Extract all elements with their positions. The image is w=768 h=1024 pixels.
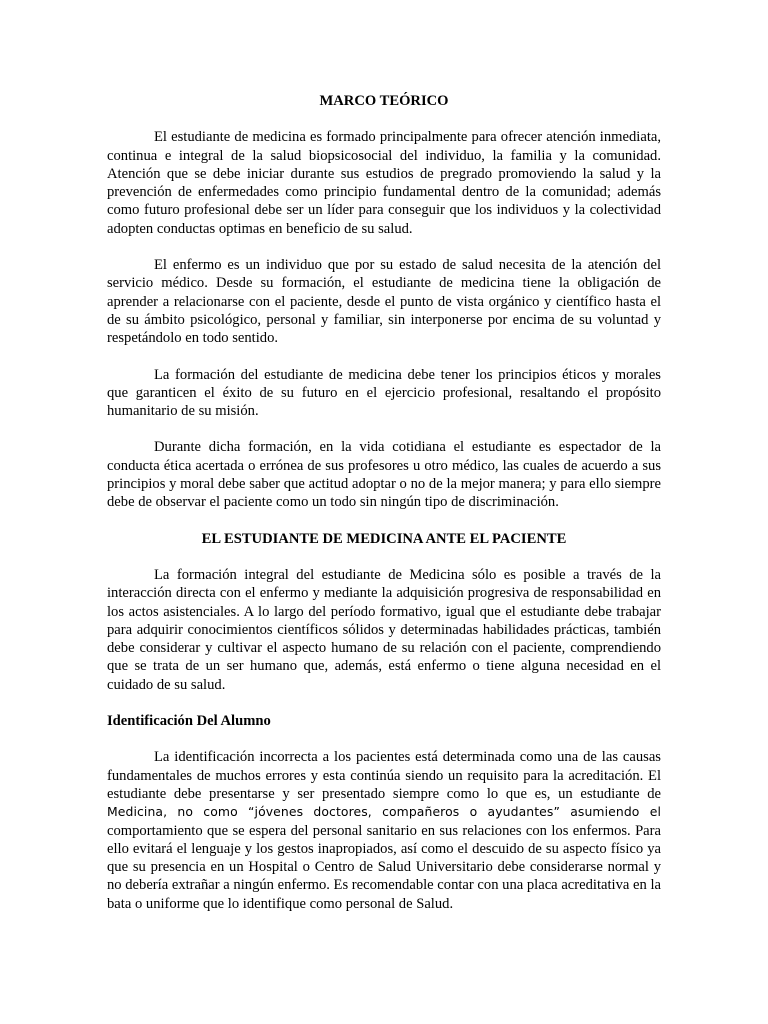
paragraph-final-styled-span: Medicina, no como “jóvenes doctores, compañeros o ayudantes” asumiendo el: [107, 804, 661, 820]
paragraph-final-part3: comportamiento que se espera del personal sanitario en sus relaciones con los enfermos. Para ello evitará el lenguaje y los gestos inapropiados, así como el descuido de su aspecto físico ya que su presencia en un Hospital o Centro de Salud Universitario debe considerarse normal y no debería extrañar a ningún enfermo. Es recomendable contar con una placa acreditativa en la bata o uniforme que lo identifique como personal de Salud.: [107, 822, 661, 912]
paragraph-intro-3: La formación del estudiante de medicina debe tener los principios éticos y morales que garanticen el éxito de su futuro en el ejercicio profesional, resaltando el propósito humanitario de su misión.: [107, 366, 661, 420]
paragraph-intro-4: Durante dicha formación, en la vida cotidiana el estudiante es espectador de la conducta ética acertada o errónea de sus profesores u otro médico, las cuales de acuerdo a sus principios y moral debe saber que actitud adoptar o no de la mejor manera; y para ello siempre debe de observar el paciente como un todo sin ningún tipo de discriminación.: [107, 439, 661, 511]
section-heading: EL ESTUDIANTE DE MEDICINA ANTE EL PACIENTE: [201, 530, 567, 547]
document-page: [107, 92, 661, 931]
subheading: Identificación Del Alumno: [107, 713, 271, 730]
paragraph-section: La formación integral del estudiante de Medicina sólo es posible a través de la interacción directa con el enfermo y mediante la adquisición progresiva de responsabilidad en los actos asistenciales. A lo largo del período formativo, igual que el estudiante debe trabajar para adquirir conocimientos científicos sólidos y determinadas habilidades prácticas, también debe considerar y cultivar el aspecto humano de su relación con el paciente, comprendiendo que se trata de un ser humano que, además, está enfermo o tiene alguna necesidad en el cuidado de su salud.: [107, 566, 661, 693]
page-title: MARCO TEÓRICO: [319, 93, 449, 109]
paragraph-final-part1: La identificación incorrecta a los pacientes está determinada como una de las causas fundamentales de muchos errores y esta continúa siendo un requisito para la acreditación. El estudiante debe presentarse y ser presentado siempre como lo que es, un estudiante de: [107, 749, 661, 802]
paragraph-final: [107, 748, 661, 913]
paragraph-intro-1: El estudiante de medicina es formado principalmente para ofrecer atención inmediata, continua e integral de la salud biopsicosocial del individuo, la familia y la comunidad. Atención que se debe iniciar durante sus estudios de pregrado promoviendo la salud y la prevención de enfermedades como principio fundamental dentro de la comunidad; además como futuro profesional debe ser un líder para conseguir que los individuos y la colectividad adopten conductas optimas en beneficio de su salud.: [107, 129, 661, 237]
paragraph-intro-2: El enfermo es un individuo que por su estado de salud necesita de la atención del servicio médico. Desde su formación, el estudiante de medicina tiene la obligación de aprender a relacionarse con el paciente, desde el punto de vista orgánico y científico hasta el de su ámbito psicológico, personal y familiar, sin interponerse por encima de su voluntad y respetándolo en todo sentido.: [107, 257, 661, 347]
